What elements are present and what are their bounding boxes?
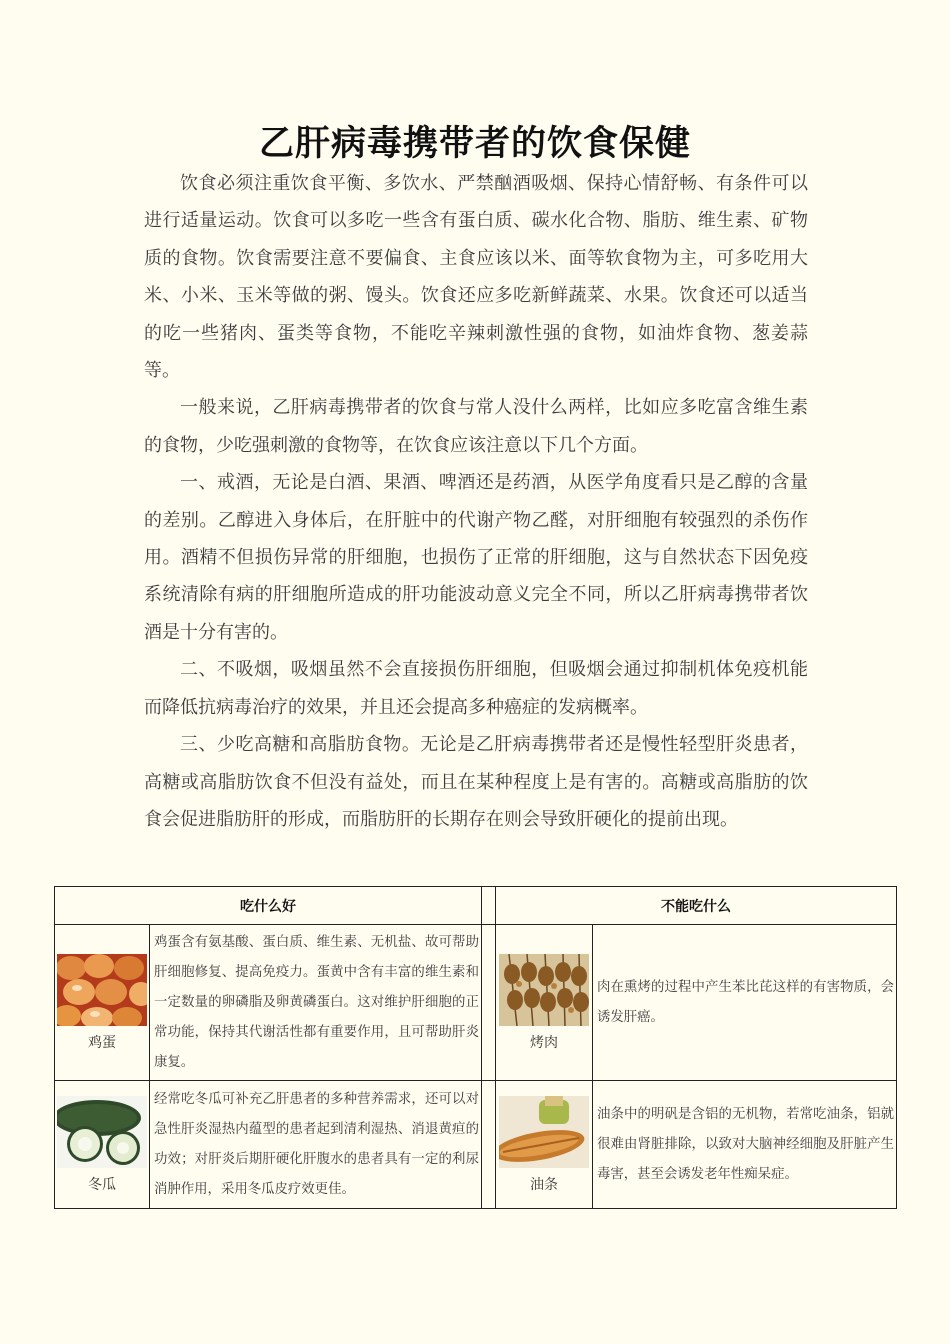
column-gap: [482, 887, 496, 925]
egg-image: [57, 954, 147, 1026]
food-table: [54, 886, 897, 1209]
header-good-foods: 吃什么好: [55, 887, 482, 925]
article-body: [144, 165, 808, 838]
document-title: 乙肝病毒携带者的饮食保健: [258, 124, 691, 164]
fried-dough-image: [499, 1096, 589, 1168]
table-row: [55, 1081, 897, 1209]
fried-dough-cell: [496, 1081, 593, 1209]
paragraph-general: 一般来说，乙肝病毒携带者的饮食与常人没什么两样，比如应多吃富含维生素的食物，少吃强刺激的食物等，在饮食应该注意以下几个方面。: [144, 397, 808, 456]
fried-dough-description: 油条中的明矾是含铝的无机物，若常吃油条，铝就很难由肾脏排除，以致对大脑神经细胞及肝脏产生毒害，甚至会诱发老年性痴呆症。: [593, 1081, 897, 1209]
header-bad-foods: 不能吃什么: [496, 887, 897, 925]
barbecue-label: 烤肉: [530, 1034, 558, 1051]
wax-gourd-image: [57, 1096, 147, 1168]
wax-gourd-label: 冬瓜: [88, 1176, 116, 1193]
paragraph-no-smoking: 二、不吸烟，吸烟虽然不会直接损伤肝细胞，但吸烟会通过抑制机体免疫机能而降低抗病毒治疗的效果，并且还会提高多种癌症的发病概率。: [144, 659, 808, 718]
table-header-row: [55, 887, 897, 925]
wax-gourd-description: 经常吃冬瓜可补充乙肝患者的多种营养需求，还可以对急性肝炎湿热内蕴型的患者起到清利湿热、消退黄疸的功效；对肝炎后期肝硬化肝腹水的患者具有一定的利尿消肿作用，采用冬瓜皮疗效更佳。: [150, 1081, 482, 1209]
wax-gourd-cell: [55, 1081, 150, 1209]
column-gap: [482, 925, 496, 1081]
paragraph-low-sugar-fat: 三、少吃高糖和高脂肪食物。无论是乙肝病毒携带者还是慢性轻型肝炎患者，高糖或高脂肪饮食不但没有益处，而且在某种程度上是有害的。高糖或高脂肪的饮食会促进脂肪肝的形成，而脂肪肝的长期存在则会导致肝硬化的提前出现。: [144, 734, 808, 830]
paragraph-no-alcohol: 一、戒酒，无论是白酒、果酒、啤酒还是药酒，从医学角度看只是乙醇的含量的差别。乙醇进入身体后，在肝脏中的代谢产物乙醛，对肝细胞有较强烈的杀伤作用。酒精不但损伤异常的肝细胞，也损伤了正常的肝细胞，这与自然状态下因免疫系统清除有病的肝细胞所造成的肝功能波动意义完全不同，所以乙肝病毒携带者饮酒是十分有害的。: [144, 472, 808, 643]
egg-label: 鸡蛋: [88, 1034, 116, 1051]
fried-dough-label: 油条: [530, 1176, 558, 1193]
paragraph-intro: 饮食必须注重饮食平衡、多饮水、严禁酗酒吸烟、保持心情舒畅、有条件可以进行适量运动。饮食可以多吃一些含有蛋白质、碳水化合物、脂肪、维生素、矿物质的食物。饮食需要注意不要偏食、主食应该以米、面等软食物为主，可多吃用大米、小米、玉米等做的粥、馒头。饮食还应多吃新鲜蔬菜、水果。饮食还可以适当的吃一些猪肉、蛋类等食物，不能吃辛辣刺激性强的食物，如油炸食物、葱姜蒜等。: [144, 173, 808, 382]
barbecue-image: [499, 954, 589, 1026]
barbecue-cell: [496, 925, 593, 1081]
egg-description: 鸡蛋含有氨基酸、蛋白质、维生素、无机盐、故可帮助肝细胞修复、提高免疫力。蛋黄中含有丰富的维生素和一定数量的卵磷脂及卵黄磷蛋白。这对维护肝细胞的正常功能，保持其代谢活性都有重要作用，且可帮助肝炎康复。: [150, 925, 482, 1081]
egg-cell: [55, 925, 150, 1081]
column-gap: [482, 1081, 496, 1209]
table-row: [55, 925, 897, 1081]
barbecue-description: 肉在熏烤的过程中产生苯比芘这样的有害物质，会诱发肝癌。: [593, 925, 897, 1081]
